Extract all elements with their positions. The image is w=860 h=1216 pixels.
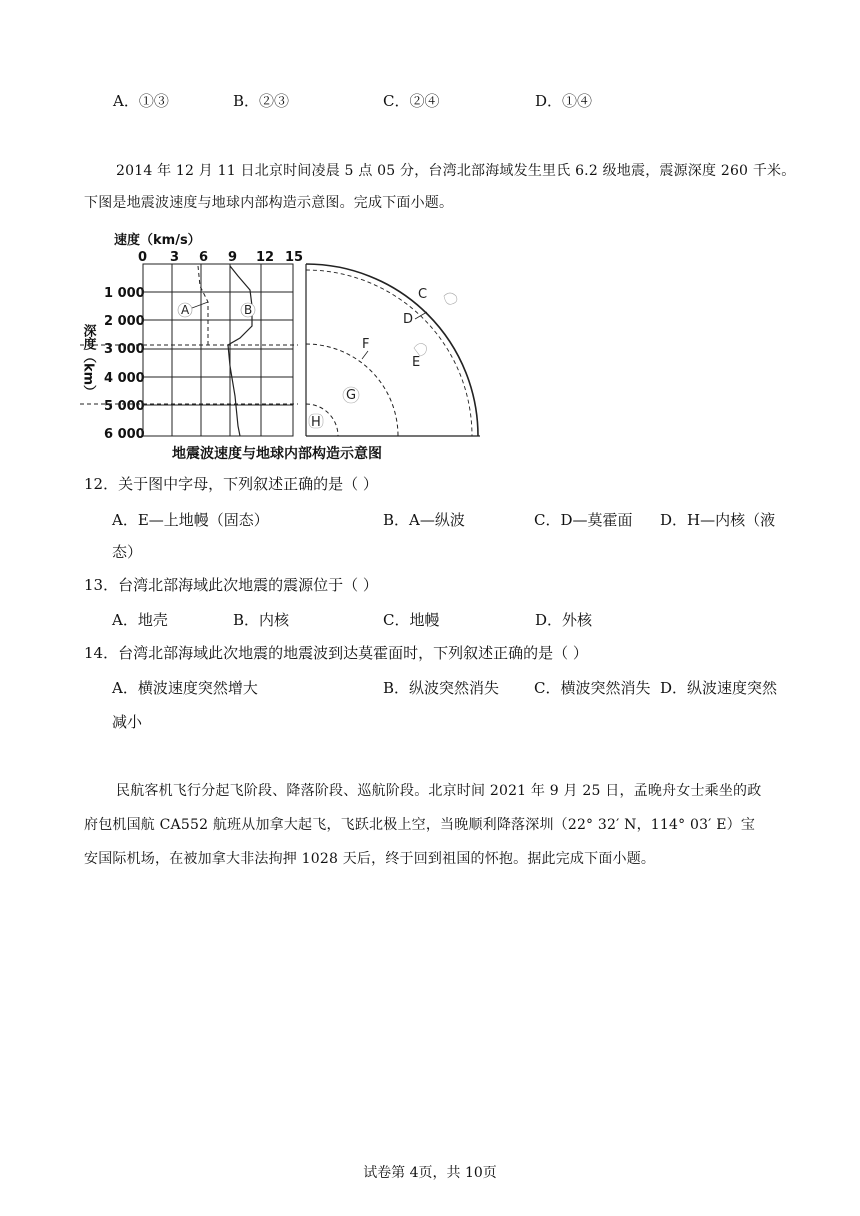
letter-h: H — [311, 415, 321, 430]
letter-g: G — [346, 388, 357, 403]
speed-tick-15: 15 — [285, 250, 304, 265]
q12-option-b: B．A—纵波 — [383, 511, 465, 529]
q12-option-d-cont: 态） — [112, 543, 143, 561]
prev-option-a: A．①③ — [113, 92, 169, 110]
intro2-line3: 安国际机场，在被加拿大非法拘押 1028 天后，终于回到祖国的怀抱。据此完成下面小题。 — [84, 851, 656, 867]
intro2-line1: 民航客机飞行分起飞阶段、降落阶段、巡航阶段。北京时间 2021 年 9 月 25 日，孟晚舟女士乘坐的政 — [116, 783, 762, 799]
q13-stem: 13．台湾北部海域此次地震的震源位于（ ） — [84, 576, 378, 594]
depth-tick-4000: 4 000 — [104, 371, 145, 386]
q13-option-d: D．外核 — [535, 611, 593, 629]
prev-option-d: D．①④ — [535, 92, 593, 110]
earth-cross-section — [306, 264, 480, 436]
q13-option-b: B．内核 — [233, 611, 290, 629]
q12-option-a: A．E—上地幔（固态） — [112, 511, 269, 529]
speed-tick-12: 12 — [256, 250, 275, 265]
speed-tick-0: 0 — [138, 250, 148, 265]
page-footer: 试卷第 4页，共 10页 — [363, 1165, 497, 1181]
q14-option-c: C．横波突然消失 — [534, 679, 651, 697]
q13-option-c: C．地幔 — [383, 611, 440, 629]
q14-option-d: D．纵波速度突然 — [660, 679, 778, 697]
letter-d: D — [403, 312, 414, 327]
letter-a: A — [181, 303, 190, 317]
depth-tick-5000: 5 000 — [104, 399, 145, 414]
q14-option-d-cont: 减小 — [112, 713, 143, 731]
q14-option-a: A．横波速度突然增大 — [112, 679, 258, 697]
q13-option-a: A．地壳 — [112, 611, 168, 629]
speed-tick-6: 6 — [199, 250, 209, 265]
intro1-line2: 下图是地震波速度与地球内部构造示意图。完成下面小题。 — [84, 195, 454, 211]
intro2-line2: 府包机国航 CA552 航班从加拿大起飞，飞跃北极上空，当晚顺利降落深圳（22° 32′ N，114° 03′ E）宝 — [84, 817, 756, 833]
seismic-wave-figure — [80, 226, 490, 466]
depth-tick-6000: 6 000 — [104, 427, 145, 442]
depth-axis-label: 深度（km） — [80, 324, 96, 399]
speed-axis-label: 速度（km/s） — [114, 233, 201, 248]
figure-caption: 地震波速度与地球内部构造示意图 — [172, 446, 382, 462]
prev-option-b: B．②③ — [233, 92, 290, 110]
depth-tick-3000: 3 000 — [104, 342, 145, 357]
speed-tick-9: 9 — [228, 250, 238, 265]
speed-tick-3: 3 — [170, 250, 180, 265]
letter-f: F — [362, 337, 370, 352]
q14-option-b: B．纵波突然消失 — [383, 679, 500, 697]
intro1-line1: 2014 年 12 月 11 日北京时间凌晨 5 点 05 分，台湾北部海域发生里氏 6.2 级地震，震源深度 260 千米。 — [116, 163, 796, 179]
prev-option-c: C．②④ — [383, 92, 440, 110]
letter-e: E — [412, 355, 421, 370]
depth-tick-2000: 2 000 — [104, 314, 145, 329]
letter-b: B — [244, 303, 253, 317]
velocity-grid — [143, 264, 293, 436]
q12-option-c: C．D—莫霍面 — [534, 511, 633, 529]
q12-stem: 12．关于图中字母，下列叙述正确的是（ ） — [84, 475, 378, 493]
depth-tick-1000: 1 000 — [104, 286, 145, 301]
letter-c: C — [418, 287, 428, 302]
q14-stem: 14．台湾北部海域此次地震的地震波到达莫霍面时，下列叙述正确的是（ ） — [84, 644, 588, 662]
q12-option-d: D．H—内核（液 — [660, 511, 776, 529]
